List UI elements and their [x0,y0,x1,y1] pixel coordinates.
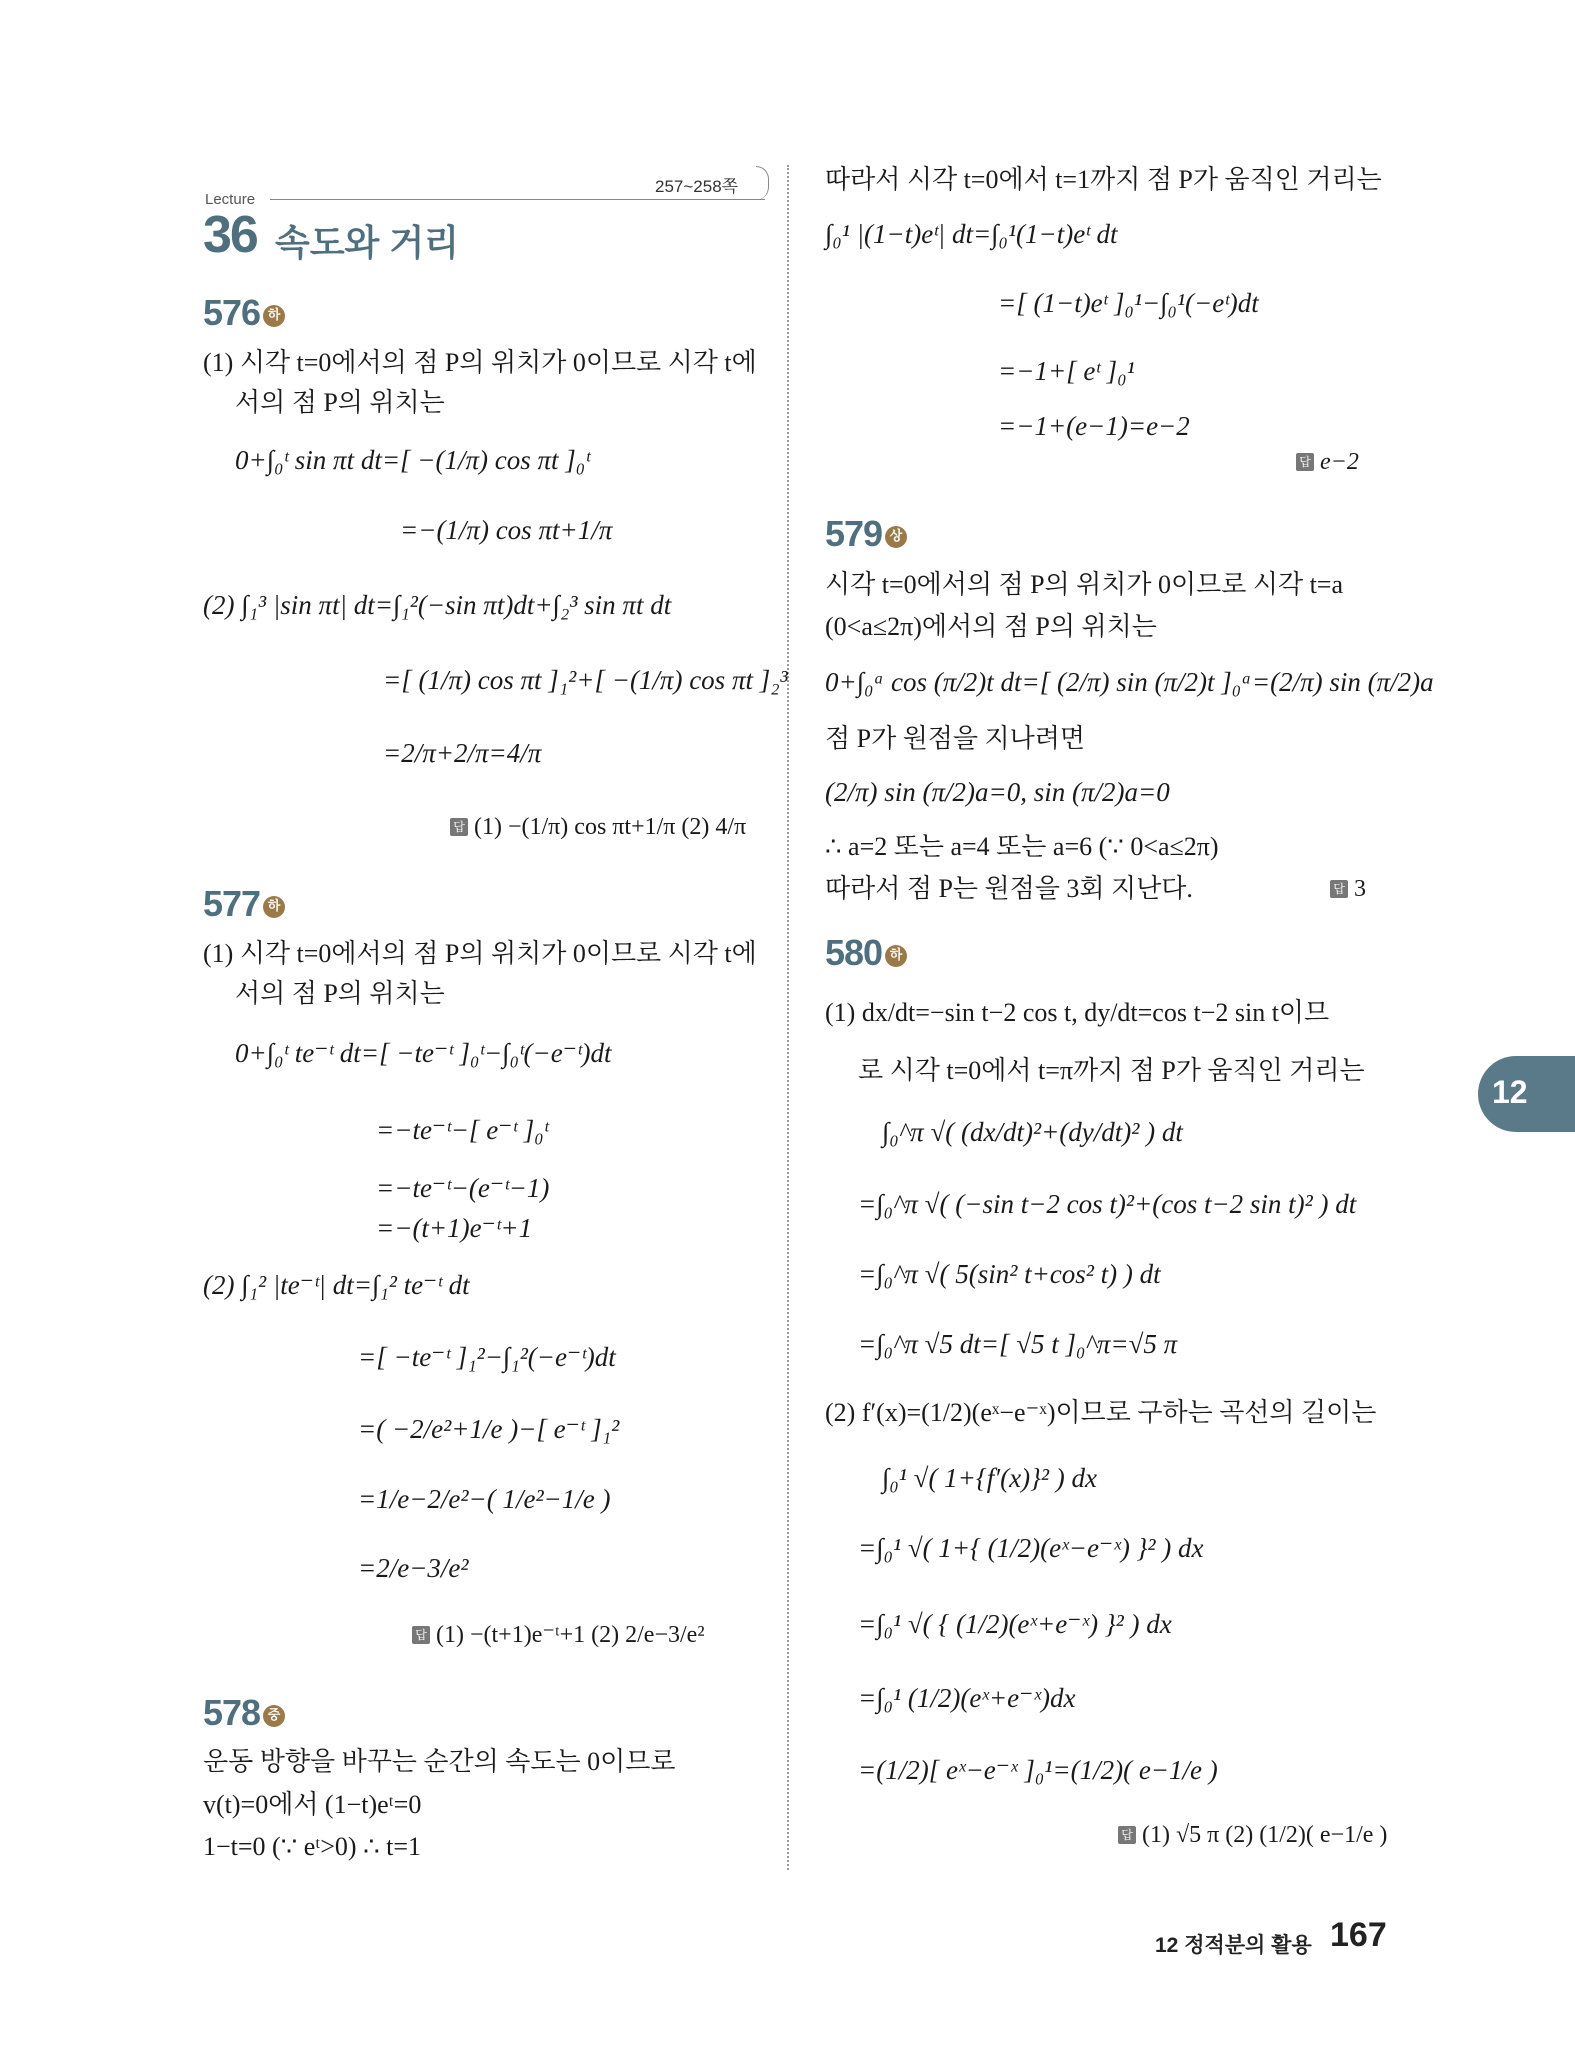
difficulty-badge: 하 [263,896,285,918]
equation: =2/e−3/e² [358,1553,469,1583]
equation: =[ −te⁻ᵗ ]₁²−∫₁²(−e⁻ᵗ)dt [358,1342,616,1372]
text-line: 1−t=0 (∵ eᵗ>0) ∴ t=1 [203,1832,422,1861]
problem-580-number [825,932,907,974]
equation: 0+∫₀ᵃ cos (π/2)t dt=[ (2/π) sin (π/2)t ]₀ᵃ=(2/π) sin (π/2)a [825,667,1434,697]
answer-text: 3 [1354,876,1366,902]
page-range: 257~258쪽 [655,177,739,196]
difficulty-badge: 하 [885,945,907,967]
problem-578-number [203,1692,285,1734]
text-line: 점 P가 원점을 지나려면 [825,724,1086,753]
equation: =−te⁻ᵗ−[ e⁻ᵗ ]₀ᵗ [376,1115,549,1145]
answer-577 [412,1620,705,1649]
equation: =2/π+2/π=4/π [383,738,542,768]
problem-576-number [203,292,285,334]
problem-number: 578 [203,1692,261,1733]
equation: (2) ∫₁³ |sin πt| dt=∫₁²(−sin πt)dt+∫₂³ sin πt dt [203,590,672,620]
equation: =∫₀^π √( (−sin t−2 cos t)²+(cos t−2 sin t)² ) dt [858,1189,1357,1219]
problem-577-number [203,883,285,925]
problem-number: 576 [203,292,261,333]
lecture-label: Lecture [205,191,256,208]
column-divider [787,165,789,1870]
difficulty-badge: 중 [263,1705,285,1727]
problem-579-number [825,513,907,555]
equation: =∫₀¹ √( { (1/2)(eˣ+e⁻ˣ) }² ) dx [858,1609,1172,1639]
equation: =∫₀¹ √( 1+{ (1/2)(eˣ−e⁻ˣ) }² ) dx [858,1533,1204,1563]
equation: =1/e−2/e²−( 1/e²−1/e ) [358,1484,611,1514]
text-line: (1) 시각 t=0에서의 점 P의 위치가 0이므로 시각 t에 [203,348,757,377]
text-line: 운동 방향을 바꾸는 순간의 속도는 0이므로 [203,1747,676,1776]
difficulty-badge: 상 [885,526,907,548]
chapter-side-tab [1478,1056,1575,1132]
answer-mark-icon: 답 [412,1626,430,1644]
answer-580 [1118,1822,1387,1849]
equation: =−(t+1)e⁻ᵗ+1 [376,1213,533,1243]
equation: =∫₀¹ (1/2)(eˣ+e⁻ˣ)dx [858,1683,1076,1713]
equation: ∫₀^π √( (dx/dt)²+(dy/dt)² ) dt [882,1117,1183,1147]
answer-578 [1296,449,1359,476]
answer-text: (1) −(1/π) cos πt+1/π (2) 4/π [474,814,747,840]
text-line: (1) 시각 t=0에서의 점 P의 위치가 0이므로 시각 t에 [203,939,757,968]
answer-text: (1) −(t+1)e⁻ᵗ+1 (2) 2/e−3/e² [436,1622,705,1648]
text-line: 시각 t=0에서의 점 P의 위치가 0이므로 시각 t=a [825,570,1344,599]
problem-number: 577 [203,883,261,924]
equation: =[ (1−t)eᵗ ]₀¹−∫₀¹(−eᵗ)dt [998,288,1259,318]
equation: =∫₀^π √( 5(sin² t+cos² t) ) dt [858,1259,1161,1289]
equation: (2) ∫₁² |te⁻ᵗ| dt=∫₁² te⁻ᵗ dt [203,1270,470,1300]
answer-text: (1) √5 π (2) (1/2)( e−1/e ) [1142,1822,1388,1848]
text-line: 서의 점 P의 위치는 [235,388,445,417]
text-line: 서의 점 P의 위치는 [235,979,445,1008]
text-line: (0<a≤2π)에서의 점 P의 위치는 [825,612,1157,641]
lecture-title: 속도와 거리 [275,222,459,263]
equation: (2/π) sin (π/2)a=0, sin (π/2)a=0 [825,777,1170,807]
page-number: 167 [1330,1916,1387,1954]
text-line: v(t)=0에서 (1−t)eᵗ=0 [203,1790,422,1819]
footer-chapter: 12 정적분의 활용 [1155,1934,1312,1957]
equation: ∫₀¹ √( 1+{f′(x)}² ) dx [882,1463,1097,1493]
equation: 0+∫₀ᵗ sin πt dt=[ −(1/π) cos πt ]₀ᵗ [235,445,590,475]
text-line: 따라서 시각 t=0에서 t=1까지 점 P가 움직인 거리는 [825,165,1382,194]
chapter-side-tab-label: 12 [1492,1074,1528,1110]
text-line: 로 시각 t=0에서 t=π까지 점 P가 움직인 거리는 [858,1056,1365,1085]
equation: ∫₀¹ |(1−t)eᵗ| dt=∫₀¹(1−t)eᵗ dt [825,219,1118,249]
text-line: (1) dx/dt=−sin t−2 cos t, dy/dt=cos t−2 sin t이므 [825,998,1330,1027]
text-line: ∴ a=2 또는 a=4 또는 a=6 (∵ 0<a≤2π) [825,832,1219,861]
header-rule-cap [756,166,769,200]
problem-number: 580 [825,932,883,973]
answer-mark-icon: 답 [1330,880,1348,898]
equation: =[ (1/π) cos πt ]₁²+[ −(1/π) cos πt ]₂³ [383,665,788,695]
answer-mark-icon: 답 [1118,1826,1136,1844]
answer-text: e−2 [1320,449,1359,475]
equation: =∫₀^π √5 dt=[ √5 t ]₀^π=√5 π [858,1329,1178,1359]
equation: =(1/2)[ eˣ−e⁻ˣ ]₀¹=(1/2)( e−1/e ) [858,1755,1218,1785]
difficulty-badge: 하 [263,305,285,327]
answer-mark-icon: 답 [450,818,468,836]
equation: 0+∫₀ᵗ te⁻ᵗ dt=[ −te⁻ᵗ ]₀ᵗ−∫₀ᵗ(−e⁻ᵗ)dt [235,1038,612,1068]
text-line: 따라서 점 P는 원점을 3회 지난다. [825,874,1193,903]
equation: =−1+(e−1)=e−2 [998,411,1190,441]
answer-579 [1330,876,1366,903]
text-line: (2) f′(x)=(1/2)(eˣ−e⁻ˣ)이므로 구하는 곡선의 길이는 [825,1398,1377,1427]
equation: =−1+[ eᵗ ]₀¹ [998,356,1135,386]
equation: =−te⁻ᵗ−(e⁻ᵗ−1) [376,1173,550,1203]
problem-number: 579 [825,513,883,554]
equation: =( −2/e²+1/e )−[ e⁻ᵗ ]₁² [358,1414,620,1444]
header-rule [270,199,765,200]
equation: =−(1/π) cos πt+1/π [400,515,613,545]
answer-576 [450,814,746,841]
lecture-number: 36 [203,206,257,264]
answer-mark-icon: 답 [1296,453,1314,471]
